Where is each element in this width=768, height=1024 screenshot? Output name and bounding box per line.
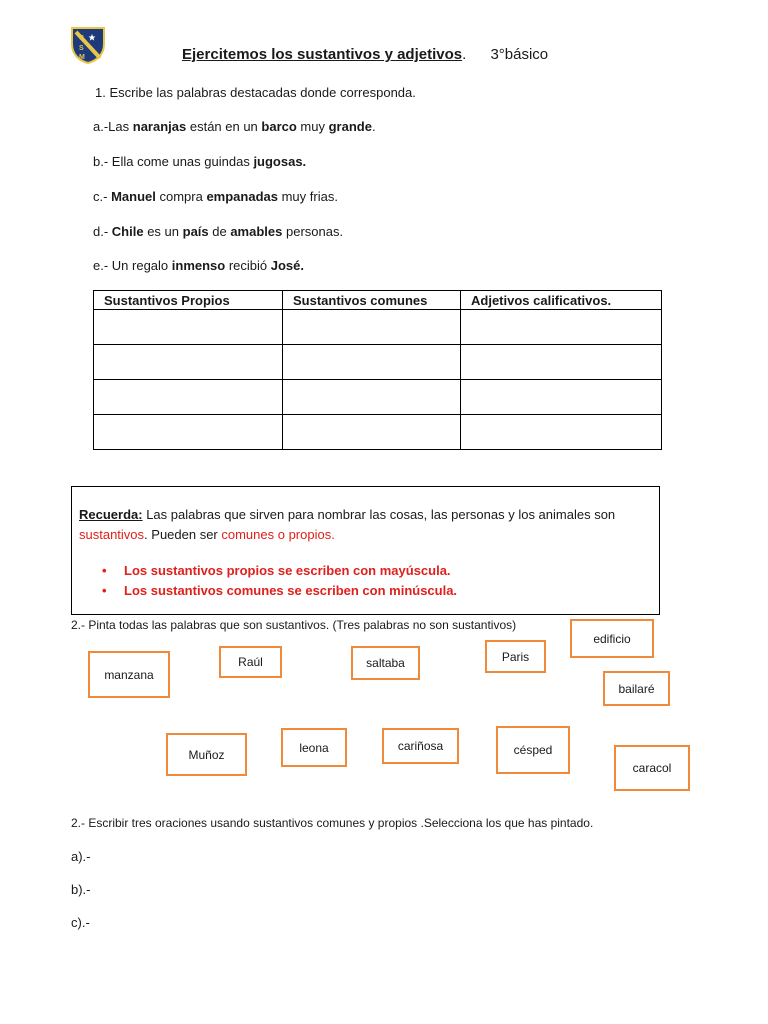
exercise2-instruction: 2.- Pinta todas las palabras que son sustantivos. (Tres palabras no son sustantivos) [71, 618, 517, 632]
sentence-text: compra [155, 189, 207, 204]
exercise1-instruction: 1. Escribe las palabras destacadas donde corresponda. [95, 85, 416, 100]
sentence-a [93, 119, 376, 134]
word-box-raul[interactable]: Raúl [219, 646, 282, 678]
answer-cell[interactable] [461, 380, 662, 415]
svg-text:C: C [79, 35, 85, 42]
sentence-text: . [371, 119, 376, 134]
sentence-text: a.-Las [93, 119, 133, 134]
grade-label: 3°básico [490, 46, 549, 63]
highlighted-word: barco [261, 119, 297, 134]
answer-cell[interactable] [461, 310, 662, 345]
table-row [94, 345, 662, 380]
recuerda-box [71, 486, 660, 615]
answer-cell[interactable] [283, 380, 461, 415]
highlighted-word: Chile [111, 224, 144, 239]
header-adjetivos: Adjetivos calificativos. [461, 291, 662, 310]
answer-cell[interactable] [94, 415, 283, 450]
answer-cell[interactable] [461, 345, 662, 380]
recuerda-text-1: Las palabras que sirven para nombrar las cosas, las personas y los animales son [142, 507, 616, 522]
recuerda-highlight-comunes-propios: comunes o propios. [221, 527, 335, 542]
table-row [94, 310, 662, 345]
sentence-text: es un [143, 224, 183, 239]
recuerda-bullet [102, 563, 451, 578]
answer-cell[interactable] [94, 345, 283, 380]
word-box-saltaba[interactable]: saltaba [351, 646, 420, 680]
highlighted-word: José. [270, 258, 305, 273]
word-box-leona[interactable]: leona [281, 728, 347, 767]
highlighted-word: amables [230, 224, 283, 239]
sentence-c [93, 189, 338, 204]
classification-table [93, 290, 662, 450]
sentence-text: b.- Ella come unas guindas [93, 154, 254, 169]
sentence-e [93, 258, 304, 273]
sentence-text: e.- Un regalo [93, 258, 172, 273]
highlighted-word: país [182, 224, 209, 239]
highlighted-word: inmenso [171, 258, 226, 273]
sentence-text: muy [296, 119, 329, 134]
recuerda-bullet-text: Los sustantivos propios se escriben con mayúscula. [124, 563, 451, 578]
exercise3-instruction: 2.- Escribir tres oraciones usando sustantivos comunes y propios .Selecciona los que has pintado. [71, 816, 594, 830]
answer-line-c: c).- [71, 915, 90, 930]
bullet-dot-icon: • [102, 583, 107, 598]
word-box-manzana[interactable]: manzana [88, 651, 170, 698]
header-sustantivos-comunes: Sustantivos comunes [283, 291, 461, 310]
recuerda-bullet-text: Los sustantivos comunes se escriben con minúscula. [124, 583, 458, 598]
recuerda-paragraph [79, 505, 649, 545]
table-row [94, 415, 662, 450]
word-box-munoz[interactable]: Muñoz [166, 733, 247, 776]
word-box-bailare[interactable]: bailaré [603, 671, 670, 706]
recuerda-text-2: . Pueden ser [144, 527, 222, 542]
sentence-text: de [208, 224, 231, 239]
highlighted-word: empanadas [206, 189, 278, 204]
svg-text:M: M [79, 54, 85, 61]
highlighted-word: Manuel [111, 189, 156, 204]
recuerda-highlight-sustantivos: sustantivos [79, 527, 145, 542]
answer-cell[interactable] [94, 380, 283, 415]
recuerda-label: Recuerda: [79, 507, 143, 522]
highlighted-word: grande [328, 119, 372, 134]
school-logo [70, 26, 106, 64]
word-box-carinosa[interactable]: cariñosa [382, 728, 459, 764]
word-box-cesped[interactable]: césped [496, 726, 570, 774]
sentence-text: están en un [186, 119, 262, 134]
highlighted-word: naranjas [132, 119, 187, 134]
sentence-text: c.- [93, 189, 112, 204]
answer-cell[interactable] [283, 345, 461, 380]
sentence-text: d.- [93, 224, 112, 239]
answer-cell[interactable] [283, 310, 461, 345]
table-row [94, 380, 662, 415]
title-period: . [462, 46, 467, 63]
sentence-text: muy frias. [277, 189, 338, 204]
recuerda-bullet [102, 583, 457, 598]
answer-cell[interactable] [461, 415, 662, 450]
sentence-d [93, 224, 343, 239]
sentence-text: personas. [282, 224, 344, 239]
answer-cell[interactable] [94, 310, 283, 345]
answer-cell[interactable] [283, 415, 461, 450]
word-box-caracol[interactable]: caracol [614, 745, 690, 791]
word-box-edificio[interactable]: edificio [570, 619, 654, 658]
bullet-dot-icon: • [102, 563, 107, 578]
answer-line-b: b).- [71, 882, 91, 897]
answer-line-a: a).- [71, 849, 91, 864]
title-text: Ejercitemos los sustantivos y adjetivos [182, 46, 463, 63]
page-title [182, 46, 548, 63]
sentence-text: recibió [225, 258, 271, 273]
highlighted-word: jugosas. [253, 154, 307, 169]
table-header-row [94, 291, 662, 310]
svg-text:S: S [79, 45, 84, 52]
header-sustantivos-propios: Sustantivos Propios [94, 291, 283, 310]
word-box-paris[interactable]: Paris [485, 640, 546, 673]
sentence-b [93, 154, 306, 169]
